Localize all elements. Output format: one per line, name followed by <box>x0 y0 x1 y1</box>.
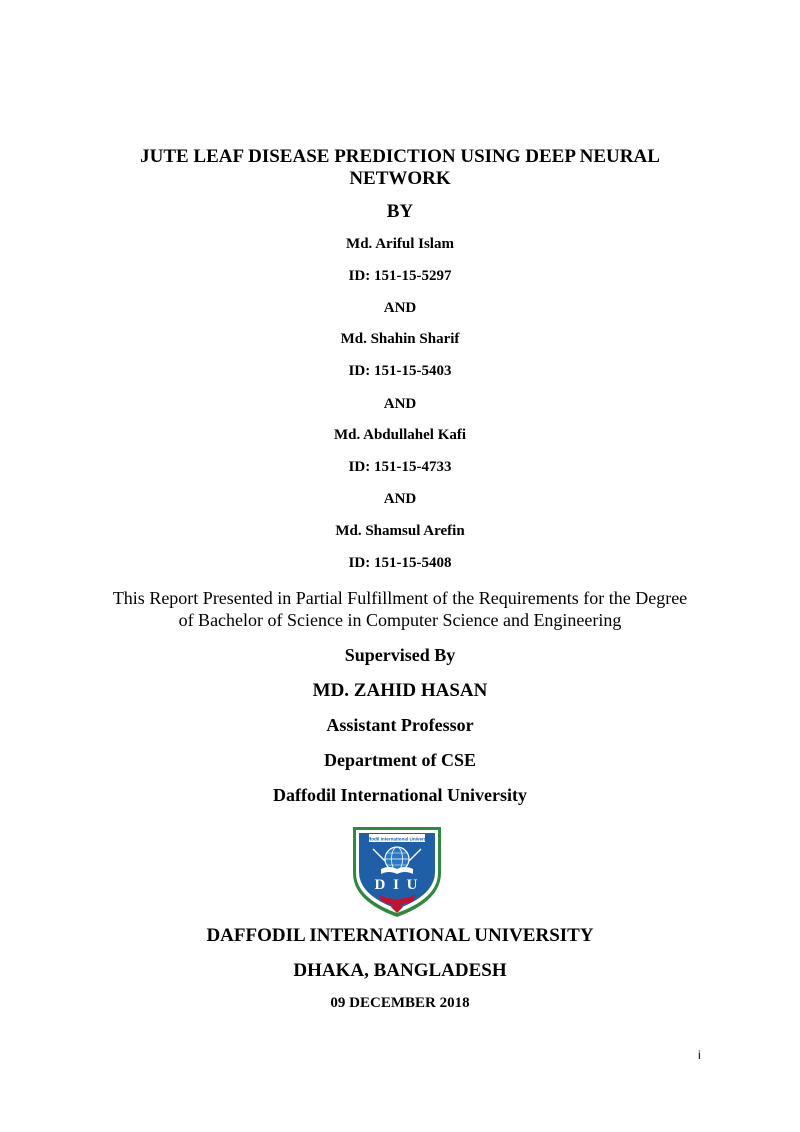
title-line-2: NETWORK <box>349 168 451 189</box>
author-3-id: ID: 151-15-4733 <box>348 459 452 475</box>
and-label-1: AND <box>383 300 417 316</box>
and-label-2: AND <box>383 396 417 412</box>
diu-logo-icon <box>345 823 449 919</box>
author-3-name: Md. Abdullahel Kafi <box>333 427 467 443</box>
author-2-id: ID: 151-15-5403 <box>348 363 452 379</box>
and-label-3: AND <box>383 491 417 507</box>
author-1-name: Md. Ariful Islam <box>346 236 454 252</box>
logo-letters: D I U <box>374 877 420 893</box>
supervised-by-label: Supervised By <box>344 645 456 665</box>
university-location: DHAKA, BANGLADESH <box>293 960 507 981</box>
university-name: DAFFODIL INTERNATIONAL UNIVERSITY <box>206 925 594 946</box>
report-date: 09 DECEMBER 2018 <box>330 995 470 1011</box>
supervisor-department: Department of CSE <box>324 750 476 770</box>
title-line-1: JUTE LEAF DISEASE PREDICTION USING DEEP NEURAL <box>140 146 660 167</box>
fulfillment-line-2: of Bachelor of Science in Computer Science and Engineering <box>178 610 622 630</box>
logo-banner-text: Daffodil International University <box>362 836 432 842</box>
author-1-id: ID: 151-15-5297 <box>348 268 452 284</box>
page-number: i <box>698 1048 701 1062</box>
by-label: BY <box>386 201 414 222</box>
supervisor-designation: Assistant Professor <box>326 715 474 735</box>
author-2-name: Md. Shahin Sharif <box>340 331 460 347</box>
author-4-id: ID: 151-15-5408 <box>348 555 452 571</box>
fulfillment-line-1: This Report Presented in Partial Fulfillment of the Requirements for the Degree <box>112 588 688 608</box>
supervisor-institution: Daffodil International University <box>273 785 527 805</box>
author-4-name: Md. Shamsul Arefin <box>335 523 465 539</box>
supervisor-name: MD. ZAHID HASAN <box>312 680 488 701</box>
